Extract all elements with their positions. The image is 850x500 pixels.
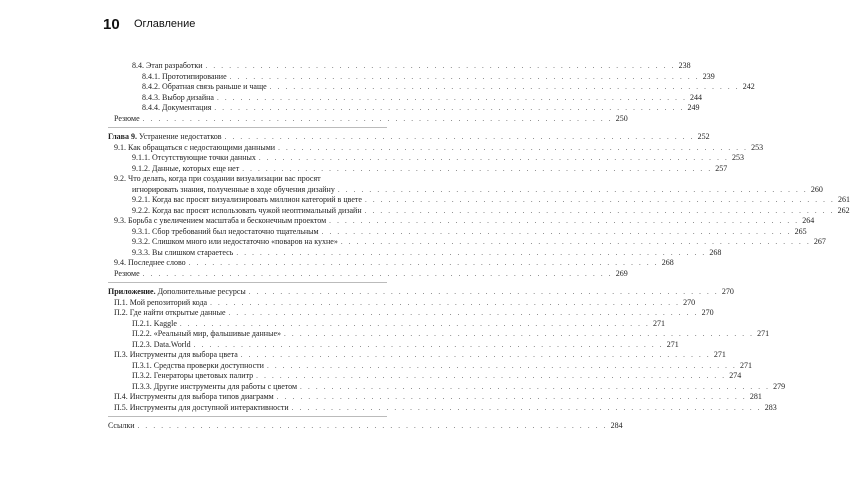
- toc-entry-title: 9.3.3. Вы слишком стараетесь: [132, 247, 234, 257]
- toc-page-number: 252: [697, 132, 710, 141]
- toc-entry[interactable]: [108, 184, 823, 196]
- toc-entry[interactable]: [108, 195, 850, 206]
- dot-leader: . . . . . . . . . . . . . . . . . . . . . . . . . . . . . . . . . . . . . . . . . . . . . . . . . . . . . . . . . . . .: [188, 259, 659, 267]
- toc-entry-title: 8.4.2. Обратная связь раньше и чаще: [142, 82, 267, 91]
- toc-entry-title: П.4. Инструменты для выбора типов диаграмм: [114, 392, 274, 401]
- dot-leader: . . . . . . . . . . . . . . . . . . . . . . . . . . . . . . . . . . . . . . . . . . . . . . . . . . . . . . . . . . . .: [269, 83, 740, 91]
- dot-leader: . . . . . . . . . . . . . . . . . . . . . . . . . . . . . . . . . . . . . . . . . . . . . . . . . . . . . . . . . . . .: [256, 372, 727, 380]
- toc-page-number: 260: [810, 184, 823, 194]
- toc-chapter-entry[interactable]: [108, 287, 734, 298]
- toc-page-number: 270: [683, 297, 696, 307]
- toc-entry-title: 9.1. Как обращаться с недостающими данными: [114, 142, 276, 152]
- toc-entry-title: 9.1.1. Отсутствующие точки данных: [132, 153, 256, 162]
- toc-page-number: 267: [813, 237, 826, 246]
- toc-page-number: 274: [729, 371, 742, 380]
- divider-line: [108, 282, 387, 283]
- toc-entry-title: 8.4.1. Прототипирование: [142, 71, 227, 81]
- toc-entry[interactable]: [108, 402, 777, 414]
- toc-page-number: 283: [764, 402, 777, 412]
- toc-entry-title: 9.2.1. Когда вас просят визуализировать миллион категорий в цвете: [132, 195, 362, 204]
- dot-leader: . . . . . . . . . . . . . . . . . . . . . . . . . . . . . . . . . . . . . . . . . . . . . . . . . . . . . . . . . . . .: [321, 227, 792, 236]
- toc-entry[interactable]: [108, 381, 786, 393]
- toc-page-number: 268: [709, 247, 722, 257]
- toc-page-number: 268: [661, 258, 674, 267]
- dot-leader: . . . . . . . . . . . . . . . . . . . . . . . . . . . . . . . . . . . . . . . . . . . . . . . . . . . . . . . . . . . .: [276, 393, 747, 401]
- dot-leader: . . . . . . . . . . . . . . . . . . . . . . . . . . . . . . . . . . . . . . . . . . . . . . . . . . . . . . . . . . . .: [228, 309, 699, 317]
- toc-entry-title: 9.1.2. Данные, которых еще нет: [132, 163, 240, 173]
- toc-entry-title: 8.4.4. Документация: [142, 103, 212, 112]
- toc-entry-title: П.3.1. Средства проверки доступности: [132, 360, 264, 370]
- toc-page-number: 253: [731, 153, 744, 162]
- dot-leader: . . . . . . . . . . . . . . . . . . . . . . . . . . . . . . . . . . . . . . . . . . . . . . . . . . . . . . . . . . . .: [258, 154, 729, 162]
- toc-entry-title: П.2.1. Kaggle: [132, 318, 177, 328]
- toc-page-number: 238: [678, 61, 691, 70]
- toc-page-number: 249: [687, 103, 700, 112]
- toc-chapter-title: Дополнительные ресурсы: [157, 287, 246, 296]
- toc-entry[interactable]: [108, 350, 726, 361]
- dot-leader: . . . . . . . . . . . . . . . . . . . . . . . . . . . . . . . . . . . . . . . . . . . . . . . . . . . . . . . . . . . .: [329, 217, 800, 225]
- toc-page-number: 257: [715, 163, 728, 173]
- toc-page-number: 269: [615, 268, 628, 278]
- toc-entry-title: 8.4.3. Выбор дизайна: [142, 92, 214, 102]
- toc-entry[interactable]: [108, 153, 744, 164]
- toc-entry[interactable]: [108, 71, 715, 83]
- toc-entry[interactable]: [108, 360, 752, 372]
- section-divider: [108, 124, 387, 132]
- toc-page-number: 271: [652, 318, 665, 328]
- dot-leader: . . . . . . . . . . . . . . . . . . . . . . . . . . . . . . . . . . . . . . . . . . . . . . . . . . . . . . . . . . . .: [340, 238, 811, 246]
- toc-page-number: 239: [702, 71, 715, 81]
- dot-leader: . . . . . . . . . . . . . . . . . . . . . . . . . . . . . . . . . . . . . . . . . . . . . . . . . . . . . . . . . . . .: [179, 319, 650, 328]
- toc-entry-title: 9.3. Борьба с увеличением масштаба и бесконечным проектом: [114, 216, 327, 225]
- table-of-contents: [108, 61, 850, 432]
- running-title: Оглавление: [134, 18, 196, 30]
- toc-entry-title: 9.2.2. Когда вас просят использовать чужой неоптимальный дизайн: [132, 205, 362, 215]
- toc-entry[interactable]: [108, 103, 700, 114]
- dot-leader: . . . . . . . . . . . . . . . . . . . . . . . . . . . . . . . . . . . . . . . . . . . . . . . . . . . . . . . . . . . .: [240, 351, 711, 359]
- toc-entry[interactable]: [108, 371, 742, 382]
- dot-leader: . . . . . . . . . . . . . . . . . . . . . . . . . . . . . . . . . . . . . . . . . . . . . . . . . . . . . . . . . . . .: [284, 330, 755, 338]
- toc-page-number: 271: [713, 350, 726, 359]
- dot-leader: . . . . . . . . . . . . . . . . . . . . . . . . . . . . . . . . . . . . . . . . . . . . . . . . . . . . . . . . . . . .: [266, 361, 737, 370]
- toc-page-number: 271: [740, 360, 752, 370]
- toc-entry[interactable]: [108, 113, 628, 125]
- dot-leader: . . . . . . . . . . . . . . . . . . . . . . . . . . . . . . . . . . . . . . . . . . . . . . . . . . . . . . . . . . . .: [364, 196, 836, 204]
- divider-line: [108, 127, 387, 128]
- toc-page-number: 279: [773, 381, 786, 391]
- toc-page-number: 244: [690, 92, 703, 102]
- toc-entry-title: Резюме: [114, 113, 140, 123]
- dot-leader: . . . . . . . . . . . . . . . . . . . . . . . . . . . . . . . . . . . . . . . . . . . . . . . . . . . . . . . . . . . .: [229, 72, 700, 81]
- divider-line: [108, 416, 387, 417]
- toc-entry[interactable]: [108, 329, 770, 340]
- page-number: 10: [103, 16, 120, 33]
- dot-leader: . . . . . . . . . . . . . . . . . . . . . . . . . . . . . . . . . . . . . . . . . . . . . . . . . . . . . . . . . . . .: [214, 104, 685, 112]
- toc-entry[interactable]: [108, 82, 755, 93]
- toc-page-number: 270: [701, 308, 714, 317]
- toc-page-number: 242: [742, 82, 755, 91]
- toc-chapter-title: Устранение недостатков: [139, 132, 222, 141]
- toc-entry[interactable]: [108, 247, 722, 259]
- dot-leader: . . . . . . . . . . . . . . . . . . . . . . . . . . . . . . . . . . . . . . . . . . . . . . . . . . . . . . . . . . . .: [216, 93, 688, 102]
- dot-leader: . . . . . . . . . . . . . . . . . . . . . . . . . . . . . . . . . . . . . . . . . . . . . . . . . . . . . . . . . . . .: [291, 403, 762, 412]
- toc-chapter-prefix: Глава 9.: [108, 132, 137, 141]
- dot-leader: . . . . . . . . . . . . . . . . . . . . . . . . . . . . . . . . . . . . . . . . . . . . . . . . . . . . . . . . . . . .: [137, 422, 608, 430]
- dot-leader: . . . . . . . . . . . . . . . . . . . . . . . . . . . . . . . . . . . . . . . . . . . . . . . . . . . . . . . . . . . .: [205, 62, 676, 70]
- toc-entry[interactable]: [108, 297, 696, 309]
- page-header: [103, 16, 403, 56]
- toc-entry[interactable]: [108, 142, 764, 154]
- toc-page-number: 250: [615, 113, 628, 123]
- toc-entry[interactable]: [108, 392, 762, 403]
- section-divider: [108, 279, 387, 287]
- toc-entry[interactable]: [108, 318, 665, 330]
- toc-entry-title: Резюме: [114, 268, 140, 278]
- dot-leader: . . . . . . . . . . . . . . . . . . . . . . . . . . . . . . . . . . . . . . . . . . . . . . . . . . . . . . . . . . . .: [142, 269, 613, 278]
- toc-entry-title: Ссылки: [108, 421, 135, 430]
- toc-page-number: 270: [721, 287, 734, 296]
- toc-entry-title: П.1. Мой репозиторий кода: [114, 297, 208, 307]
- toc-entry-title: П.2. Где найти открытые данные: [114, 308, 226, 317]
- toc-entry[interactable]: [108, 174, 387, 185]
- toc-entry[interactable]: [108, 339, 679, 351]
- dot-leader: . . . . . . . . . . . . . . . . . . . . . . . . . . . . . . . . . . . . . . . . . . . . . . . . . . . . . . . . . . . .: [193, 340, 664, 349]
- toc-entry-title: 8.4. Этап разработки: [132, 61, 203, 70]
- toc-entry-title: П.2.3. Data.World: [132, 339, 191, 349]
- toc-entry[interactable]: [108, 61, 691, 72]
- toc-entry-title: 9.4. Последнее слово: [114, 258, 186, 267]
- dot-leader: . . . . . . . . . . . . . . . . . . . . . . . . . . . . . . . . . . . . . . . . . . . . . . . . . . . . . . . . . . . .: [364, 206, 835, 215]
- toc-entry-title: П.3.3. Другие инструменты для работы с цветом: [132, 381, 298, 391]
- dot-leader: . . . . . . . . . . . . . . . . . . . . . . . . . . . . . . . . . . . . . . . . . . . . . . . . . . . . . . . . . . . .: [278, 143, 749, 152]
- toc-page-number: 271: [666, 339, 679, 349]
- toc-page-number: 265: [794, 226, 807, 236]
- toc-entry[interactable]: [108, 268, 628, 280]
- toc-page-number: 284: [610, 421, 623, 430]
- toc-entry[interactable]: [108, 163, 728, 175]
- section-divider: [108, 413, 387, 421]
- toc-entry-title: П.5. Инструменты для доступной интерактивности: [114, 402, 289, 412]
- toc-entry[interactable]: [108, 205, 850, 217]
- toc-chapter-prefix: Приложение.: [108, 287, 156, 296]
- toc-entry-title: П.3.2. Генераторы цветовых палитр: [132, 371, 254, 380]
- toc-entry[interactable]: [108, 226, 807, 238]
- toc-page-number: 261: [838, 195, 850, 204]
- dot-leader: . . . . . . . . . . . . . . . . . . . . . . . . . . . . . . . . . . . . . . . . . . . . . . . . . . . . . . . . . . . .: [224, 133, 695, 141]
- dot-leader: . . . . . . . . . . . . . . . . . . . . . . . . . . . . . . . . . . . . . . . . . . . . . . . . . . . . . . . . . . . .: [210, 298, 681, 307]
- toc-entry[interactable]: [108, 308, 714, 319]
- toc-chapter-entry[interactable]: [108, 132, 710, 143]
- toc-page-number: 264: [802, 216, 815, 225]
- toc-entry[interactable]: [108, 92, 703, 104]
- toc-entry-title: игнорировать знания, полученные в ходе обучения дизайну: [132, 184, 335, 194]
- toc-entry-title: [108, 132, 222, 143]
- dot-leader: . . . . . . . . . . . . . . . . . . . . . . . . . . . . . . . . . . . . . . . . . . . . . . . . . . . . . . . . . . . .: [142, 114, 613, 123]
- dot-leader: . . . . . . . . . . . . . . . . . . . . . . . . . . . . . . . . . . . . . . . . . . . . . . . . . . . . . . . . . . . .: [242, 164, 713, 173]
- toc-entry-title: П.3. Инструменты для выбора цвета: [114, 350, 238, 359]
- toc-entry-title: 9.3.1. Сбор требований был недостаточно тщательным: [132, 226, 319, 236]
- dot-leader: . . . . . . . . . . . . . . . . . . . . . . . . . . . . . . . . . . . . . . . . . . . . . . . . . . . . . . . . . . . .: [300, 382, 771, 391]
- toc-entry[interactable]: [108, 237, 826, 248]
- toc-page-number: 253: [751, 142, 764, 152]
- toc-entry-title: 9.3.2. Слишком много или недостаточно «поваров на кухне»: [132, 237, 338, 246]
- dot-leader: . . . . . . . . . . . . . . . . . . . . . . . . . . . . . . . . . . . . . . . . . . . . . . . . . . . . . . . . . . . .: [236, 248, 707, 257]
- dot-leader: . . . . . . . . . . . . . . . . . . . . . . . . . . . . . . . . . . . . . . . . . . . . . . . . . . . . . . . . . . . .: [337, 185, 808, 194]
- toc-entry[interactable]: [108, 216, 815, 227]
- toc-page-number: 262: [837, 205, 850, 215]
- toc-entry-title: П.2.2. «Реальный мир, фальшивые данные»: [132, 329, 282, 338]
- toc-entry-title: 9.2. Что делать, когда при создании визуализации вас просят: [114, 174, 321, 183]
- toc-entry[interactable]: [108, 258, 674, 269]
- toc-page-number: 281: [749, 392, 762, 401]
- toc-entry-title: [108, 287, 246, 298]
- toc-chapter-entry[interactable]: [108, 421, 623, 432]
- dot-leader: . . . . . . . . . . . . . . . . . . . . . . . . . . . . . . . . . . . . . . . . . . . . . . . . . . . . . . . . . . . .: [248, 288, 719, 296]
- toc-page-number: 271: [757, 329, 770, 338]
